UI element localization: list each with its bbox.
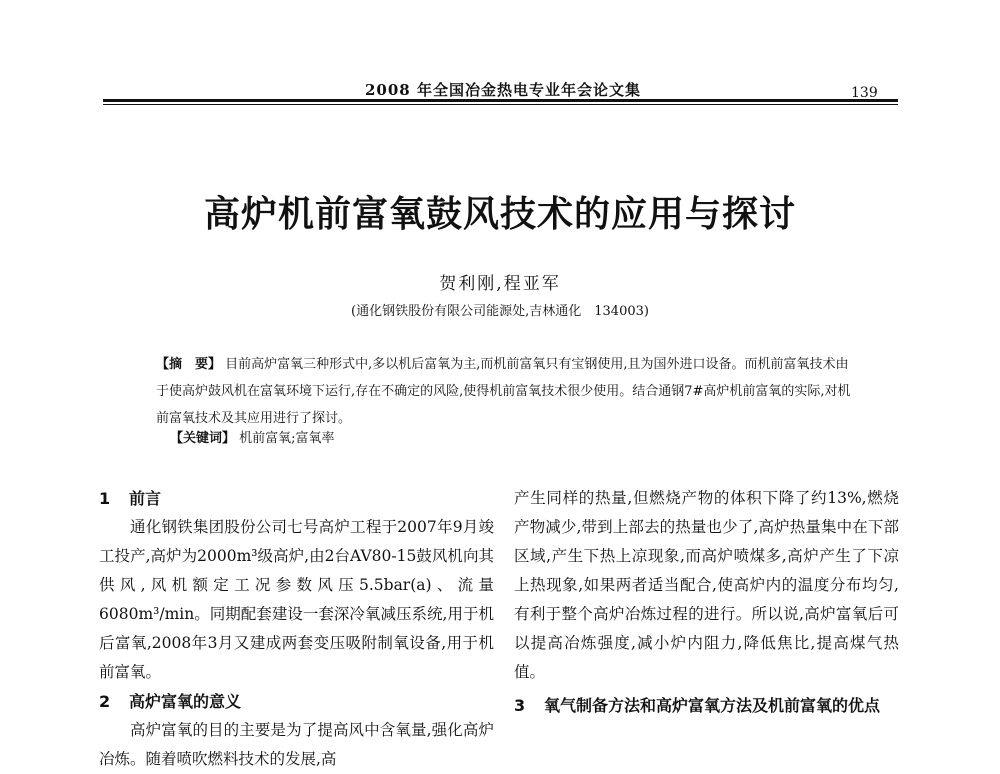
abstract-label: 【摘 要】 — [156, 357, 222, 372]
section-number: 1 — [99, 489, 111, 508]
section-number: 3 — [514, 696, 526, 715]
running-header — [103, 77, 898, 105]
abstract — [156, 351, 856, 432]
header-rule-thick — [103, 99, 898, 102]
abstract-text: 目前高炉富氧三种形式中,多以机后富氧为主,而机前富氧只有宝钢使用,且为国外进口设备。而机前富氧技术由于使高炉鼓风机在富氧环境下运行,存在不确定的风险,使得机前富氧技术很少使用。结合通钢7#高炉机前富氧的实际,对机前富氧技术及其应用进行了探讨。 — [156, 357, 851, 426]
page-number: 139 — [851, 85, 878, 101]
running-title: 2008 年全国冶金热电专业年会论文集 — [365, 81, 641, 99]
section-heading — [99, 484, 494, 513]
keywords-text: 机前富氧;富氧率 — [239, 431, 335, 446]
body-paragraph: 通化钢铁集团股份公司七号高炉工程于2007年9月竣工投产,高炉为2000m³级高炉,由2台AV80-15鼓风机向其供风,风机额定工况参数风压5.5bar(a)、流量6080m³/min。同期配套建设一套深冷氧减压系统,用于机后富氧,2008年3月又建成两套变压吸附制氧设备,用于机前富氧。 — [99, 518, 494, 681]
keywords — [170, 428, 850, 450]
authors: 贺利刚,程亚军 — [439, 274, 561, 294]
paper-title: 高炉机前富氧鼓风技术的应用与探讨 — [203, 193, 796, 235]
right-column — [514, 484, 899, 720]
header-rule-thin — [103, 104, 898, 105]
section-number: 2 — [99, 692, 111, 711]
body-paragraph: 产生同样的热量,但燃烧产物的体积下降了约13%,燃烧产物减少,带到上部去的热量也少了,高炉热量集中在下部区域,产生下热上凉现象,而高炉喷煤多,高炉产生了下凉上热现象,如果两者适当配合,使高炉内的温度分布均匀,有利于整个高炉冶炼过程的进行。所以说,高炉富氧后可以提高冶炼强度,减小炉内阻力,降低焦比,提高煤气热值。 — [514, 489, 899, 681]
keywords-label: 【关键词】 — [170, 431, 236, 446]
body-paragraph: 高炉富氧的目的主要是为了提高风中含氧量,强化高炉冶炼。随着喷吹燃料技术的发展,高 — [99, 721, 494, 768]
section-title: 氧气制备方法和高炉富氧方法及机前富氧的优点 — [544, 696, 881, 715]
section-title: 前言 — [129, 489, 162, 508]
left-column — [99, 484, 494, 774]
section-title: 高炉富氧的意义 — [129, 692, 242, 711]
affiliation: (通化钢铁股份有限公司能源处,吉林通化 134003) — [351, 304, 649, 319]
section-heading — [514, 691, 899, 720]
section-heading — [99, 687, 494, 716]
